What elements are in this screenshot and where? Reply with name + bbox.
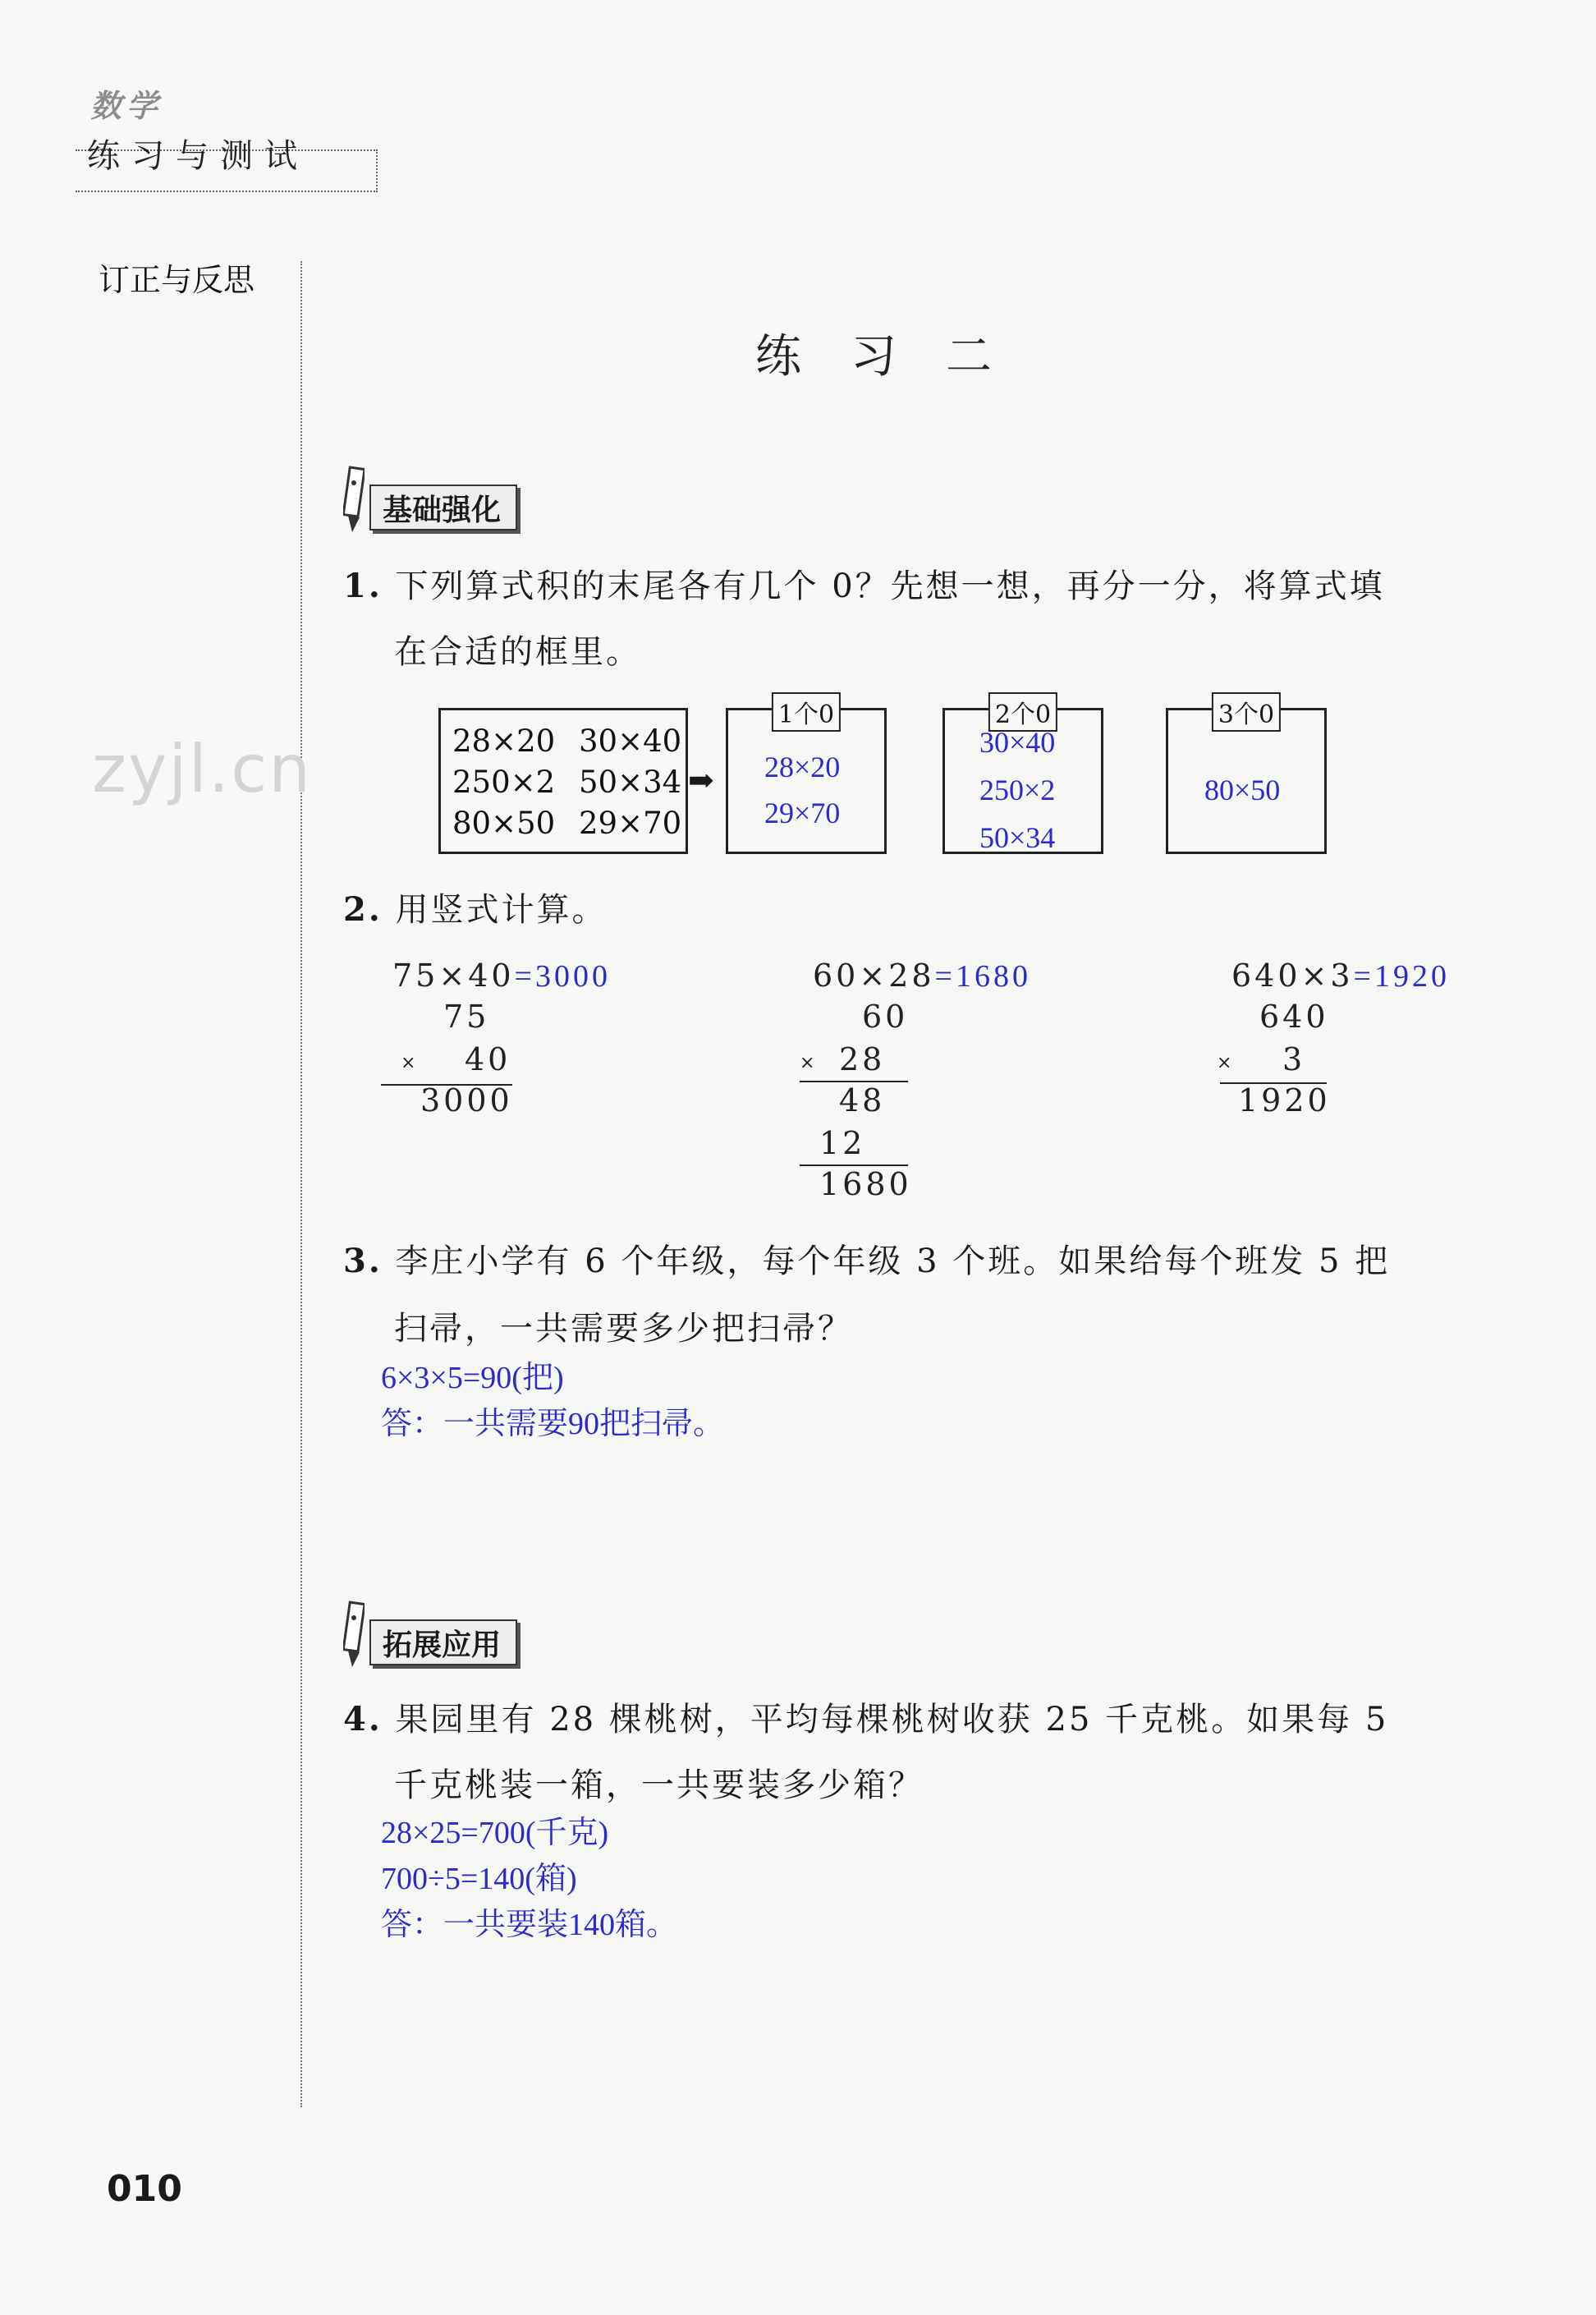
question-2 (343, 887, 607, 933)
calc-expr: 60×28 (813, 958, 935, 994)
pencil-icon (343, 1595, 365, 1672)
question-3-line1 (343, 1238, 1390, 1284)
source-expr: 250×2 (452, 765, 556, 800)
pencil-icon (343, 460, 365, 537)
calc-multiplier: 3 (1282, 1041, 1306, 1077)
times-sign: × (800, 1053, 815, 1073)
sidebar-label: 订正与反思 (99, 262, 255, 298)
calc-answer: =1920 (1353, 959, 1450, 994)
calc-expr: 75×40 (392, 958, 515, 994)
sidebar-divider (300, 261, 302, 2107)
section-basic: 基础强化 (369, 485, 517, 531)
q4-answer-text: 答：一共要装140箱。 (381, 1908, 678, 1942)
calc-partial: 12 (819, 1125, 866, 1161)
source-expression-box (438, 708, 688, 854)
section-extended: 拓展应用 (369, 1619, 517, 1665)
question-number: 3. (343, 1242, 383, 1280)
box-label: 3个0 (1212, 692, 1281, 732)
calc-result: 1920 (1238, 1082, 1331, 1118)
calc-result: 1680 (819, 1166, 912, 1202)
subject-label: 数学 (90, 88, 163, 124)
answer-expr: 80×50 (1204, 774, 1281, 806)
box-label: 1个0 (772, 692, 841, 732)
q3-answer-text: 答：一共需要90把扫帚。 (381, 1407, 725, 1441)
times-sign: × (1217, 1053, 1232, 1073)
question-number: 4. (343, 1700, 383, 1739)
calc-b-expression (813, 958, 1031, 994)
answer-expr: 29×70 (764, 797, 841, 829)
calc-multiplier: 40 (465, 1041, 511, 1077)
q4-answer-calc2: 700÷5=140(箱) (381, 1862, 577, 1896)
box-two-zero (942, 700, 1103, 854)
calc-top-number: 75 (443, 999, 490, 1035)
question-3-line2: 扫帚，一共需要多少把扫帚？ (394, 1310, 853, 1348)
question-text: 用竖式计算。 (395, 891, 608, 929)
calc-answer: =1680 (934, 959, 1031, 994)
calc-expr: 640×3 (1231, 958, 1354, 994)
question-4-line1 (343, 1697, 1388, 1743)
question-1-line1 (343, 563, 1385, 609)
arrow-icon: ➡ (688, 762, 714, 798)
box-three-zero (1166, 700, 1327, 854)
calc-c-expression (1231, 958, 1450, 994)
calc-partial: 48 (839, 1082, 886, 1118)
calc-answer: =3000 (514, 959, 611, 994)
source-expr: 28×20 (452, 723, 556, 759)
source-expr: 80×50 (452, 806, 556, 841)
box-one-zero (726, 700, 887, 854)
calc-top-number: 60 (862, 999, 909, 1035)
answer-expr: 50×34 (979, 821, 1056, 854)
q3-answer-calc: 6×3×5=90(把) (381, 1361, 564, 1395)
calc-top-number: 640 (1259, 999, 1329, 1035)
page-title: 练习二 (755, 330, 1041, 384)
page-number: 010 (107, 2168, 182, 2210)
source-expr: 29×70 (579, 806, 682, 841)
question-text: 下列算式积的末尾各有几个 0？先想一想，再分一分，将算式填 (395, 567, 1385, 605)
source-expr: 30×40 (579, 723, 682, 759)
answer-expr: 28×20 (764, 751, 841, 783)
question-number: 2. (343, 890, 383, 929)
answer-expr: 30×40 (979, 726, 1056, 759)
book-title: 练习与测试 (87, 137, 309, 175)
calc-multiplier: 28 (839, 1041, 886, 1077)
question-text: 果园里有 28 棵桃树，平均每棵桃树收获 25 千克桃。如果每 5 (395, 1701, 1389, 1739)
watermark: zyjl.cn (92, 731, 312, 807)
question-4-line2: 千克桃装一箱，一共要装多少箱？ (394, 1766, 924, 1804)
answer-expr: 250×2 (979, 774, 1056, 806)
box-label: 2个0 (988, 692, 1057, 732)
source-expr: 50×34 (579, 765, 682, 800)
calc-a-expression (392, 958, 611, 994)
calc-result: 3000 (420, 1082, 513, 1118)
question-text: 李庄小学有 6 个年级，每个年级 3 个班。如果给每个班发 5 把 (395, 1242, 1391, 1280)
question-number: 1. (343, 567, 383, 605)
question-1-line2: 在合适的框里。 (394, 633, 641, 671)
times-sign: × (401, 1053, 416, 1073)
q4-answer-calc1: 28×25=700(千克) (381, 1816, 609, 1850)
